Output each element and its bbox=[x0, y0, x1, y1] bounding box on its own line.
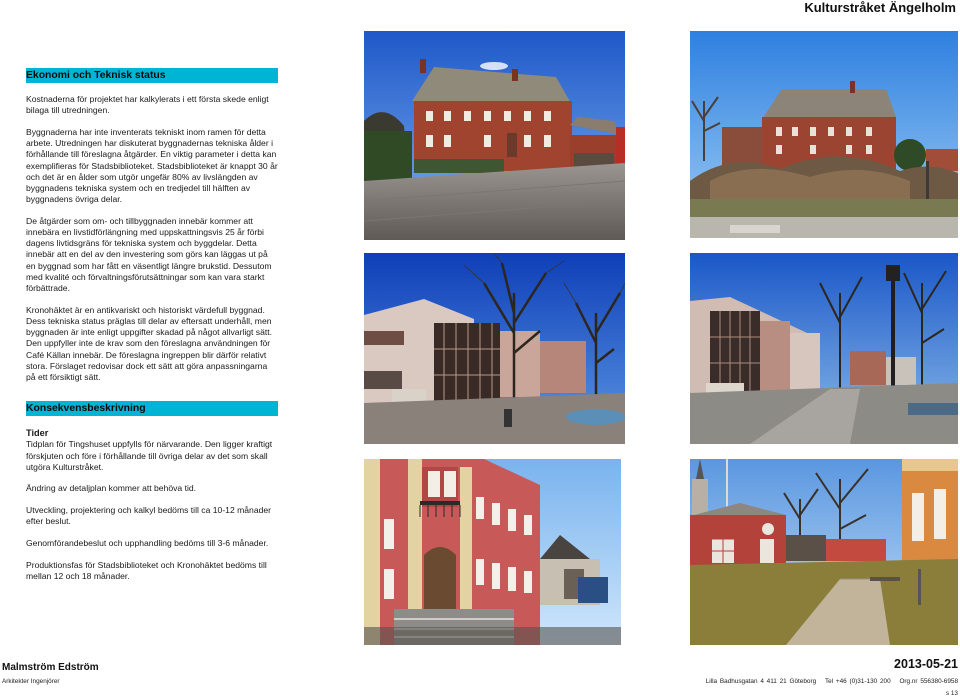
document-title: Kulturstråket Ängelholm bbox=[804, 0, 956, 15]
photo-pink-building-entrance bbox=[364, 459, 621, 645]
company-name: Malmström Edström bbox=[2, 662, 99, 673]
paragraph: Genomförandebeslut och upphandling bedöms till 3-6 månader. bbox=[26, 538, 269, 549]
document-date: 2013-05-21 bbox=[894, 657, 958, 671]
paragraph: Ändring av detaljplan kommer att behöva tid. bbox=[26, 483, 197, 494]
paragraph: Kostnaderna för projektet har kalkylerats i ett första skede enligt bilaga till utredningen. bbox=[26, 94, 269, 116]
phone: Tel +46 (0)31-130 200 bbox=[824, 678, 891, 685]
company-contact bbox=[700, 678, 958, 685]
paragraph: Byggnaderna har inte inventerats tekniskt inom ramen för detta arbete. Utredningen har diskuterat byggnadernas tekniska ålder i förhållande till föreslagna åtgärder. En viktig parameter i detta kan exemplifieras för Stadsbiblioteket. Stadsbiblioteket är knappt 30 år och det är en ålder som utgör ungefär 80% av livslängden av byggnadens tekniska system och en tredjedel till hälften av byggnadens övriga delar. bbox=[26, 126, 278, 205]
paragraph: Kronohäktet är en antikvariskt och historiskt värdefull byggnad. Dess tekniska status präglas till delar av eftersatt underhåll, men byggnaden är inte enligt uppgifter skadad på något allvarligt sätt. Den uppfyller inte de krav som den föreslagna användningen för Café Källan innebär. De föreslagna ingreppen blir därför relativt stora. Förslaget redovisar dock ett sätt att göra anpassningarna på ett försiktigt sätt. bbox=[26, 304, 273, 382]
company-subtitle: Arkitekter Ingenjörer bbox=[2, 678, 60, 685]
photo-brick-building-garden bbox=[690, 31, 958, 238]
photo-brick-building-cobblestone bbox=[364, 31, 625, 240]
section-heading-konsekvens: Konsekvensbeskrivning bbox=[26, 401, 278, 416]
subheading-tider: Tider bbox=[26, 428, 49, 439]
paragraph: Utveckling, projektering och kalkyl bedöms till ca 10-12 månader efter beslut. bbox=[26, 505, 272, 527]
section-heading-ekonomi: Ekonomi och Teknisk status bbox=[26, 68, 278, 83]
text-column bbox=[26, 68, 278, 593]
org-number: Org.nr 556380-6958 bbox=[899, 678, 958, 685]
photo-library-glass-facade bbox=[364, 253, 625, 444]
paragraph: Produktionsfas för Stadsbiblioteket och Kronohäktet bedöms till mellan 12 och 18 månader. bbox=[26, 559, 267, 581]
paragraph: De åtgärder som om- och tillbyggnaden innebär kommer att innebära en livstidförlängning med uppskattningsvis 25 år förbi dagens livtidsgräns för tekniska system och byggdelar. Detta innebär att en del av den investering som görs kan läggas ut på en byggnad som har fått en väsentligt längre brukstid. Dessutom med kvalité och förvaltningsförutsättningar som kan vara starkt förbättrade. bbox=[26, 215, 272, 294]
photo-square-round-building bbox=[690, 459, 958, 645]
page-number: s 13 bbox=[945, 690, 958, 697]
photo-library-street-lamp bbox=[690, 253, 958, 444]
address: Lilla Badhusgatan 4 411 21 Göteborg bbox=[705, 678, 817, 685]
paragraph: Tidplan för Tingshuset uppfylls för närvarande. Den ligger kraftigt förskjuten och före i förhållande till övriga delar av det som skall utgöra Kulturstråket. bbox=[26, 439, 273, 472]
